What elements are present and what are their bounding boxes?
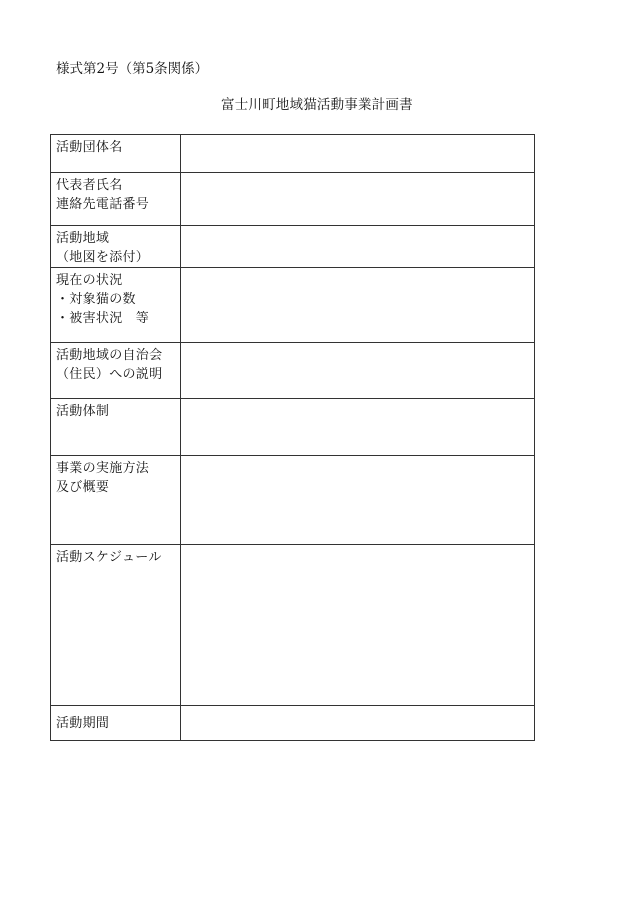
label-resident-explanation: 活動地域の自治会 （住民）への説明 [51, 343, 181, 399]
label-current-status: 現在の状況 ・対象猫の数 ・被害状況 等 [51, 268, 181, 343]
plan-form-table [50, 134, 535, 741]
field-resident-explanation[interactable] [181, 343, 535, 399]
row-activity-schedule [51, 545, 535, 706]
row-representative [51, 173, 535, 226]
field-activity-area[interactable] [181, 226, 535, 268]
label-activity-area: 活動地域 （地図を添付） [51, 226, 181, 268]
label-group-name: 活動団体名 [51, 135, 181, 173]
row-group-name [51, 135, 535, 173]
label-activity-structure: 活動体制 [51, 399, 181, 456]
row-activity-structure [51, 399, 535, 456]
label-implementation-method: 事業の実施方法 及び概要 [51, 456, 181, 545]
field-group-name[interactable] [181, 135, 535, 173]
field-representative[interactable] [181, 173, 535, 226]
document-title: 富士川町地域猫活動事業計画書 [221, 97, 413, 113]
label-activity-schedule: 活動スケジュール [51, 545, 181, 706]
row-current-status [51, 268, 535, 343]
field-implementation-method[interactable] [181, 456, 535, 545]
field-activity-schedule[interactable] [181, 545, 535, 706]
field-activity-period[interactable] [181, 706, 535, 741]
field-current-status[interactable] [181, 268, 535, 343]
field-activity-structure[interactable] [181, 399, 535, 456]
label-representative: 代表者氏名 連絡先電話番号 [51, 173, 181, 226]
form-number: 様式第2号（第5条関係） [56, 61, 209, 77]
row-activity-period [51, 706, 535, 741]
label-activity-period: 活動期間 [51, 706, 181, 741]
row-resident-explanation [51, 343, 535, 399]
row-activity-area [51, 226, 535, 268]
row-implementation-method [51, 456, 535, 545]
